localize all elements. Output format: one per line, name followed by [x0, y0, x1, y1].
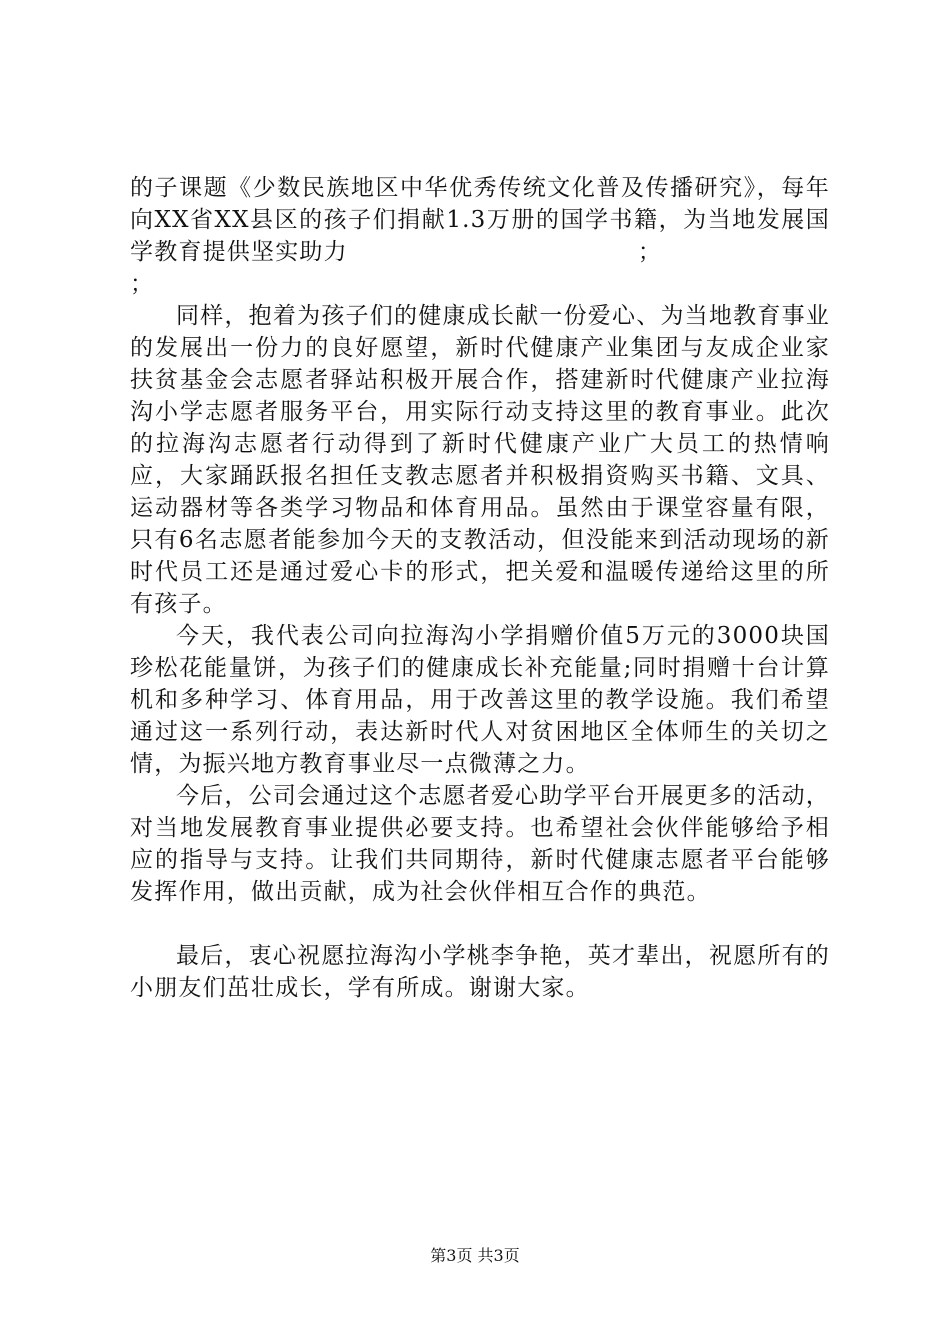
page-number-label: 第3页 共3页 — [430, 1246, 520, 1265]
paragraph-3: 今天，我代表公司向拉海沟小学捐赠价值5万元的3000块国珍松花能量饼，为孩子们的健康成长补充能量;同时捐赠十台计算机和多种学习、体育用品，用于改善这里的教学设施。我们希望通过这一系列行动，表达新时代人对贫困地区全体师生的关切之情，为振兴地方教育事业尽一点微薄之力。 — [130, 623, 830, 777]
document-body — [130, 172, 830, 1004]
paragraph-1-semicolon-line: ； — [130, 271, 155, 297]
paragraph-5: 最后，衷心祝愿拉海沟小学桃李争艳，英才辈出，祝愿所有的小朋友们茁壮成长，学有所成。谢谢大家。 — [130, 943, 830, 1001]
paragraph-2: 同样，抱着为孩子们的健康成长献一份爱心、为当地教育事业的发展出一份力的良好愿望，新时代健康产业集团与友成企业家扶贫基金会志愿者驿站积极开展合作，搭建新时代健康产业拉海沟小学志愿者服务平台，用实际行动支持这里的教育事业。此次的拉海沟志愿者行动得到了新时代健康产业广大员工的热情响应，大家踊跃报名担任支教志愿者并积极捐资购买书籍、文具、运动器材等各类学习物品和体育用品。虽然由于课堂容量有限，只有6名志愿者能参加今天的支教活动，但没能来到活动现场的新时代员工还是通过爱心卡的形式，把关爱和温暖传递给这里的所有孩子。 — [130, 303, 830, 617]
paragraph-1-text: 的子课题《少数民族地区中华优秀传统文化普及传播研究》，每年向XX省XX县区的孩子们捐献1.3万册的国学书籍，为当地发展国学教育提供坚实助力 — [130, 175, 830, 265]
page-footer — [0, 1246, 950, 1266]
paragraph-4: 今后，公司会通过这个志愿者爱心助学平台开展更多的活动，对当地发展教育事业提供必要支持。也希望社会伙伴能够给予相应的指导与支持。让我们共同期待，新时代健康志愿者平台能够发挥作用，做出贡献，成为社会伙伴相互合作的典范。 — [130, 783, 830, 905]
paragraph-1-semicolon: ； — [637, 239, 663, 265]
paragraph-1 — [130, 172, 830, 300]
